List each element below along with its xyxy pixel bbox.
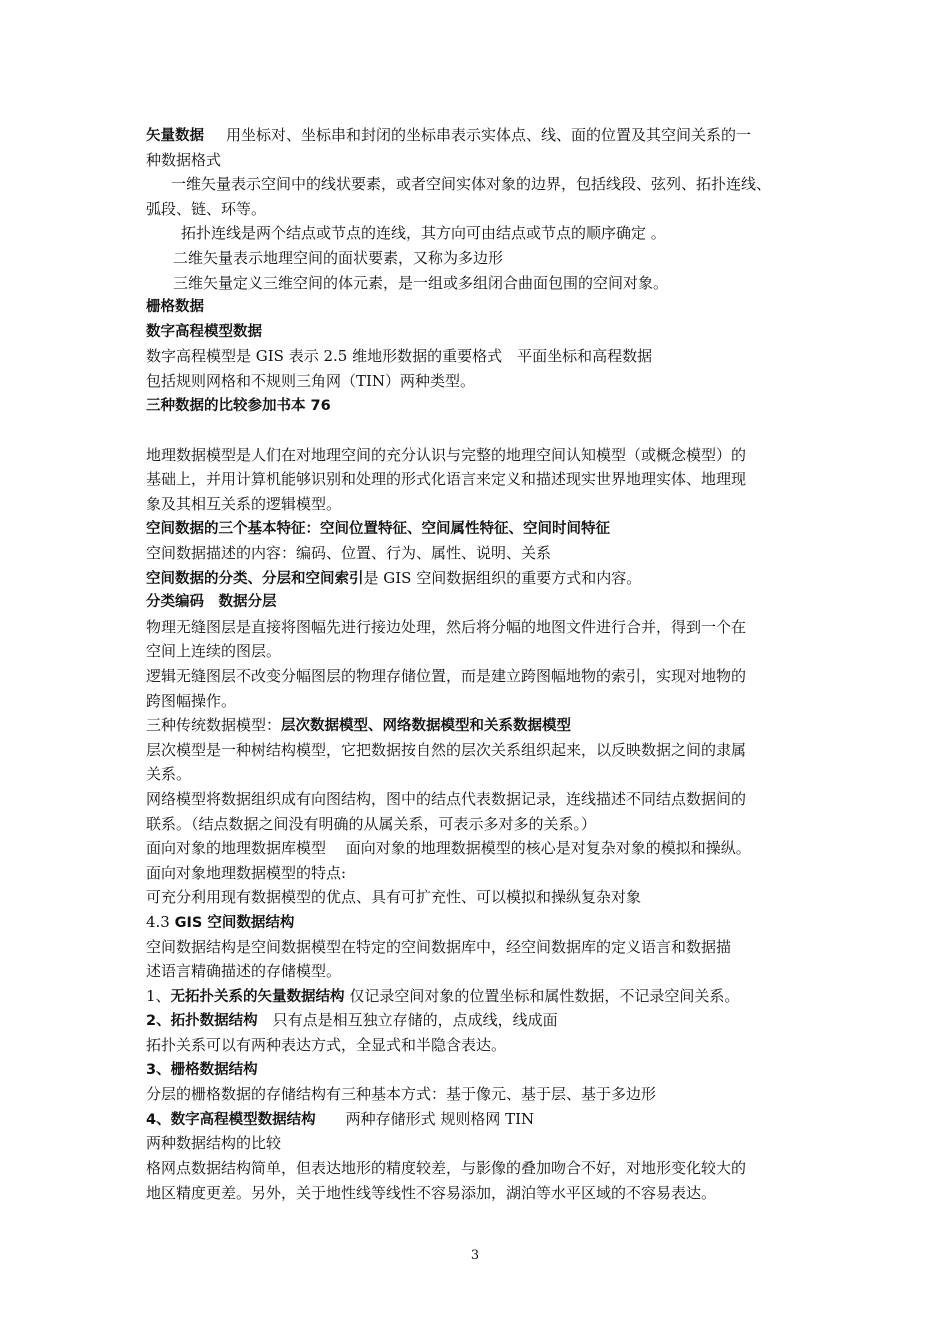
- text: 两种存储形式 规则格网 TIN: [315, 1109, 535, 1128]
- paragraph-line: 空间数据描述的内容：编码、位置、行为、属性、说明、关系: [146, 544, 552, 563]
- paragraph-line: [146, 1008, 811, 1033]
- section-title: GIS 空间数据结构: [174, 915, 295, 931]
- heading-raster-data: 栅格数据: [146, 299, 204, 316]
- paragraph-line: 拓扑关系可以有两种表达方式，全显式和半隐含表达。: [146, 1035, 507, 1054]
- text: 三种传统数据模型：: [146, 716, 282, 735]
- paragraph-line: 关系。: [146, 765, 192, 784]
- heading-raster-structure: 3、栅格数据结构: [146, 1061, 258, 1078]
- paragraph-line: 一维矢量表示空间中的线状要素，或者空间实体对象的边界，包括线段、弦列、拓扑连线、: [171, 175, 772, 194]
- paragraph-line: 地区精度更差。另外，关于地性线等线性不容易添加，湖泊等水平区域的不容易表达。: [146, 1183, 717, 1202]
- paragraph-line: 物理无缝图层是直接将图幅先进行接边处理，然后将分幅的地图文件进行合并，得到一个在: [146, 617, 747, 636]
- paragraph-line: 层次模型是一种树结构模型，它把数据按自然的层次关系组织起来，以反映数据之间的隶属: [146, 740, 747, 759]
- text: 用坐标对、坐标串和封闭的坐标串表示实体点、线、面的位置及其空间关系的一: [226, 126, 752, 144]
- paragraph-line: [146, 566, 811, 591]
- section-heading-4-3: [146, 910, 811, 935]
- paragraph-line: 面向对象地理数据模型的特点:: [146, 863, 347, 882]
- paragraph-line: 格网点数据结构简单，但表达地形的精度较差，与影像的叠加吻合不好，对地形变化较大的: [146, 1158, 747, 1177]
- paragraph-line: 二维矢量表示地理空间的面状要素，又称为多边形: [173, 248, 504, 267]
- term-non-topological: 无拓扑关系的矢量数据结构: [170, 988, 345, 1005]
- paragraph-line: 可充分利用现有数据模型的优点、具有可扩充性、可以模拟和操纵复杂对象: [146, 888, 642, 907]
- paragraph-line: [146, 713, 811, 738]
- paragraph-line: 网络模型将数据组织成有向图结构，图中的结点代表数据记录，连线描述不同结点数据间的: [146, 790, 747, 809]
- text: 只有点是相互独立存储的，点成线，线成面: [257, 1011, 558, 1030]
- paragraph-line: [146, 1107, 811, 1132]
- paragraph-line: 包括规则网格和不规则三角网（TIN）两种类型。: [146, 371, 476, 390]
- paragraph-line: 分层的栅格数据的存储结构有三种基本方式：基于像元、基于层、基于多边形: [146, 1085, 657, 1104]
- paragraph-line: 空间上连续的图层。: [146, 642, 282, 661]
- term-topological: 2、拓扑数据结构: [146, 1013, 258, 1030]
- blank-line: [146, 418, 811, 443]
- term-vector-data: 矢量数据: [146, 128, 204, 144]
- paragraph-line: 地理数据模型是人们在对地理空间的充分认识与完整的地理空间认知模型（或概念模型）的: [146, 445, 747, 464]
- page-number: 3: [470, 1248, 480, 1263]
- paragraph-line: 基础上，并用计算机能够识别和处理的形式化语言来定义和描述现实世界地理实体、地理现: [146, 470, 747, 489]
- paragraph-line: [146, 984, 811, 1009]
- heading-dem-data: 数字高程模型数据: [146, 323, 262, 340]
- paragraph-line: 两种数据结构的比较: [146, 1134, 282, 1153]
- paragraph-line: 跨图幅操作。: [146, 691, 237, 710]
- paragraph-line: 联系。（结点数据之间没有明确的从属关系，可表示多对多的关系。）: [146, 814, 597, 833]
- text: 仅记录空间对象的位置坐标和属性数据，不记录空间关系。: [344, 986, 740, 1005]
- paragraph-line: 拓扑连线是两个结点或节点的连线，其方向可由结点或节点的顺序确定 。: [181, 224, 666, 243]
- term-classification: 空间数据的分类、分层和空间索引: [146, 570, 364, 587]
- paragraph-line: 弧段、链、环等。: [146, 199, 267, 218]
- paragraph-line: 述语言精确描述的存储模型。: [146, 962, 342, 981]
- paragraph-line: 种数据格式: [146, 150, 222, 169]
- term-traditional-models: 层次数据模型、网络数据模型和关系数据模型: [281, 718, 572, 735]
- heading-classification-layering: 分类编码 数据分层: [146, 594, 277, 611]
- text: 是 GIS 空间数据组织的重要方式和内容。: [363, 568, 642, 587]
- paragraph-line: 空间数据结构是空间数据模型在特定的空间数据库中，经空间数据库的定义语言和数据描: [146, 937, 732, 956]
- term-dem-structure: 4、数字高程模型数据结构: [146, 1111, 316, 1128]
- document-body: [146, 123, 811, 1205]
- paragraph-line: 面向对象的地理数据库模型 面向对象的地理数据模型的核心是对复杂对象的模拟和操纵。: [146, 839, 751, 858]
- paragraph-line: 逻辑无缝图层不改变分幅图层的物理存储位置，而是建立跨图幅地物的索引，实现对地物的: [146, 667, 747, 686]
- section-number: 4.3: [146, 913, 175, 931]
- heading-comparison: 三种数据的比较参加书本 76: [146, 397, 331, 414]
- text: 1、: [146, 986, 171, 1005]
- paragraph-line: 数字高程模型是 GIS 表示 2.5 维地形数据的重要格式 平面坐标和高程数据: [146, 347, 653, 366]
- paragraph-line: [146, 123, 811, 148]
- paragraph-line: 三维矢量定义三维空间的体元素，是一组或多组闭合曲面包围的空间对象。: [173, 273, 669, 292]
- heading-spatial-features: 空间数据的三个基本特征：空间位置特征、空间属性特征、空间时间特征: [146, 520, 610, 537]
- paragraph-line: 象及其相互关系的逻辑模型。: [146, 494, 342, 513]
